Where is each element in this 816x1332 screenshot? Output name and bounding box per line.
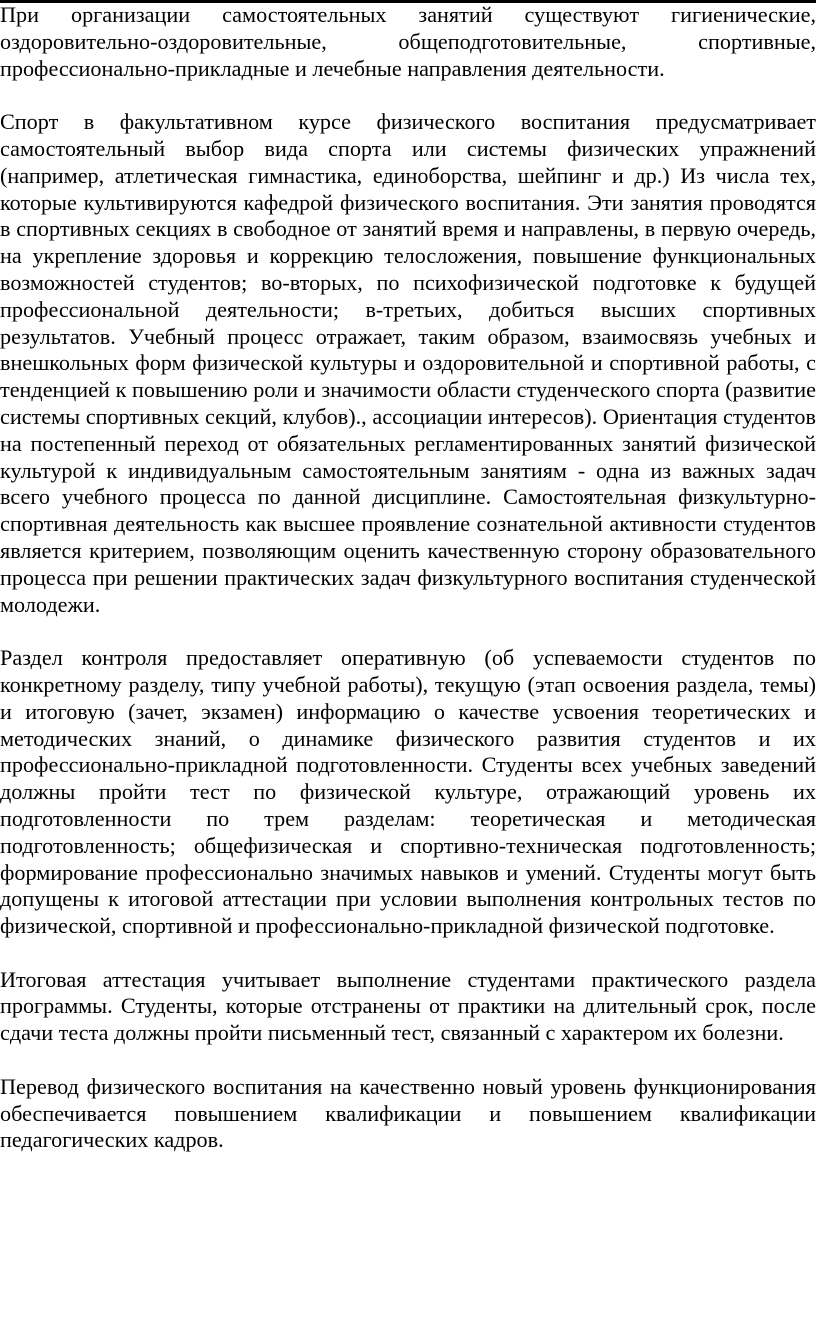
- paragraph-directions: При организации самостоятельных занятий существуют гигиенические, оздоровительно-оздоровительные, общеподготовительные, спортивные, профессионально-прикладные и лечебные направления деятельности.: [0, 2, 816, 81]
- paragraph-qualification: Перевод физического воспитания на качественно новый уровень функционирования обеспечивается повышением квалификации и повышением квалификации педагогических кадров.: [0, 1073, 816, 1153]
- document-body: [0, 2, 816, 1181]
- paragraph-sport-elective: Спорт в факультативном курсе физического воспитания предусматривает самостоятельный выбор вида спорта или системы физических упражнений (например, атлетическая гимнастика, единоборства, шейпинг и др.) Из числа тех, которые культивируются кафедрой физического воспитания. Эти занятия проводятся в спортивных секциях в свободное от занятий время и направлены, в первую очередь, на укрепление здоровья и коррекцию телосложения, повышение функциональных возможностей студентов; во-вторых, по психофизической подготовке к будущей профессиональной деятельности; в-третьих, добиться высших спортивных результатов. Учебный процесс отражает, таким образом, взаимосвязь учебных и внешкольных форм физической культуры и оздоровительной и спортивной работы, с тенденцией к повышению роли и значимости области студенческого спорта (развитие системы спортивных секций, клубов)., ассоциации интересов). Ориентация студентов на постепенный переход от обязательных регламентированных занятий физической культурой к индивидуальным самостоятельным занятиям - одна из важных задач всего учебного процесса по данной дисциплине. Самостоятельная физкультурно-спортивная деятельность как высшее проявление сознательной активности студентов является критерием, позволяющим оценить качественную сторону образовательного процесса при решении практических задач физкультурного воспитания студенческой молодежи.: [0, 109, 816, 617]
- paragraph-control-section: Раздел контроля предоставляет оперативную (об успеваемости студентов по конкретному разделу, типу учебной работы), текущую (этап освоения раздела, темы) и итоговую (зачет, экзамен) информацию о качестве усвоения теоретических и методических знаний, о динамике физического развития студентов и их профессионально-прикладной подготовленности. Студенты всех учебных заведений должны пройти тест по физической культуре, отражающий уровень их подготовленности по трем разделам: теоретическая и методическая подготовленность; общефизическая и спортивно-техническая подготовленность; формирование профессионально значимых навыков и умений. Студенты могут быть допущены к итоговой аттестации при условии выполнения контрольных тестов по физической, спортивной и профессионально-прикладной физической подготовке.: [0, 645, 816, 939]
- paragraph-final-attestation: Итоговая аттестация учитывает выполнение студентами практического раздела программы. Студенты, которые отстранены от практики на длительный срок, после сдачи теста должны пройти письменный тест, связанный с характером их болезни.: [0, 966, 816, 1046]
